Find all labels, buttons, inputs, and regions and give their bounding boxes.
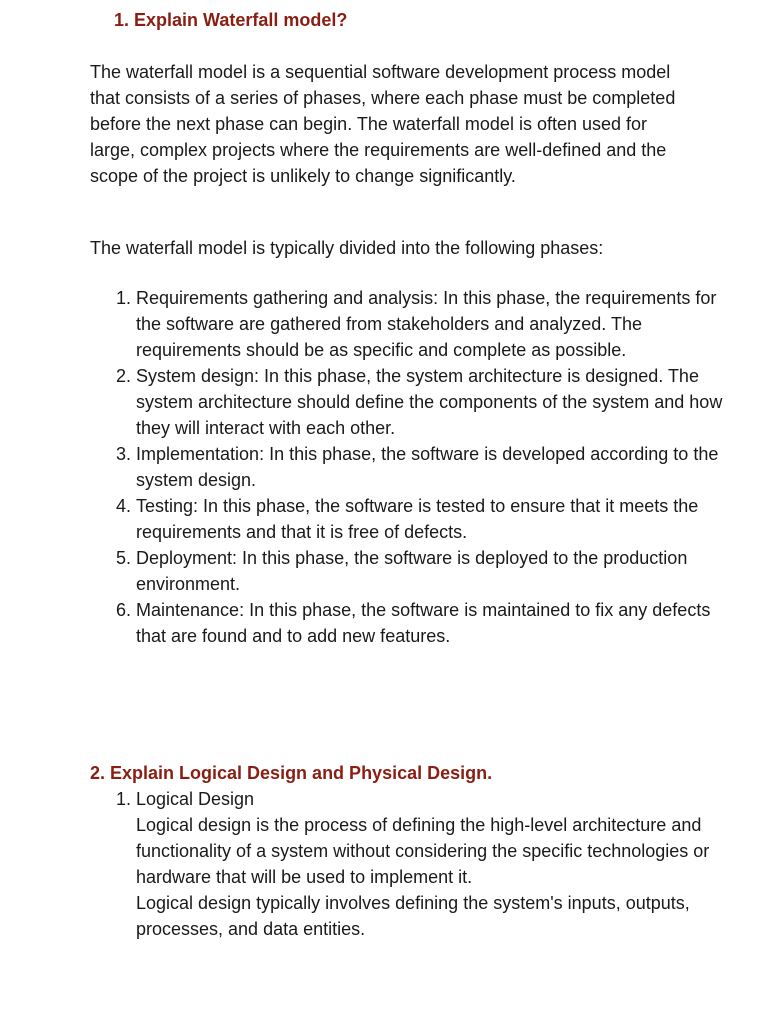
list-item: 1. Requirements gathering and analysis: In this phase, the requirements for the software are gathered from stakeholders and analyzed. The requirements should be as specific and complete as possible. xyxy=(136,285,736,363)
phases-intro-paragraph: The waterfall model is typically divided into the following phases: xyxy=(90,238,604,258)
list-item-logical-design xyxy=(136,786,736,942)
section-1-heading: 1. Explain Waterfall model? xyxy=(114,10,348,30)
logical-design-title: 1. Logical Design xyxy=(136,789,255,809)
list-item: 6. Maintenance: In this phase, the software is maintained to fix any defects that are found and to add new features. xyxy=(136,597,736,649)
phases-list xyxy=(90,285,736,649)
design-list xyxy=(90,786,736,942)
logical-design-paragraph-1: Logical design is the process of defining the high-level architecture and functionality of a system without considering the specific technologies or hardware that will be used to implement it. xyxy=(136,815,710,887)
list-item: 2. System design: In this phase, the system architecture is designed. The system architecture should define the components of the system and how they will interact with each other. xyxy=(136,363,736,441)
section-2-heading: 2. Explain Logical Design and Physical Design. xyxy=(90,763,493,783)
list-item: 3. Implementation: In this phase, the software is developed according to the system design. xyxy=(136,441,736,493)
logical-design-paragraph-2: Logical design typically involves defining the system's inputs, outputs, processes, and data entities. xyxy=(136,893,690,939)
waterfall-intro-paragraph: The waterfall model is a sequential software development process model that consists of a series of phases, where each phase must be completed before the next phase can begin. The waterfall model is often used for large, complex projects where the requirements are well-defined and the scope of the project is unlikely to change significantly. xyxy=(90,62,676,186)
list-item: 5. Deployment: In this phase, the software is deployed to the production environment. xyxy=(136,545,736,597)
list-item: 4. Testing: In this phase, the software is tested to ensure that it meets the requirements and that it is free of defects. xyxy=(136,493,736,545)
